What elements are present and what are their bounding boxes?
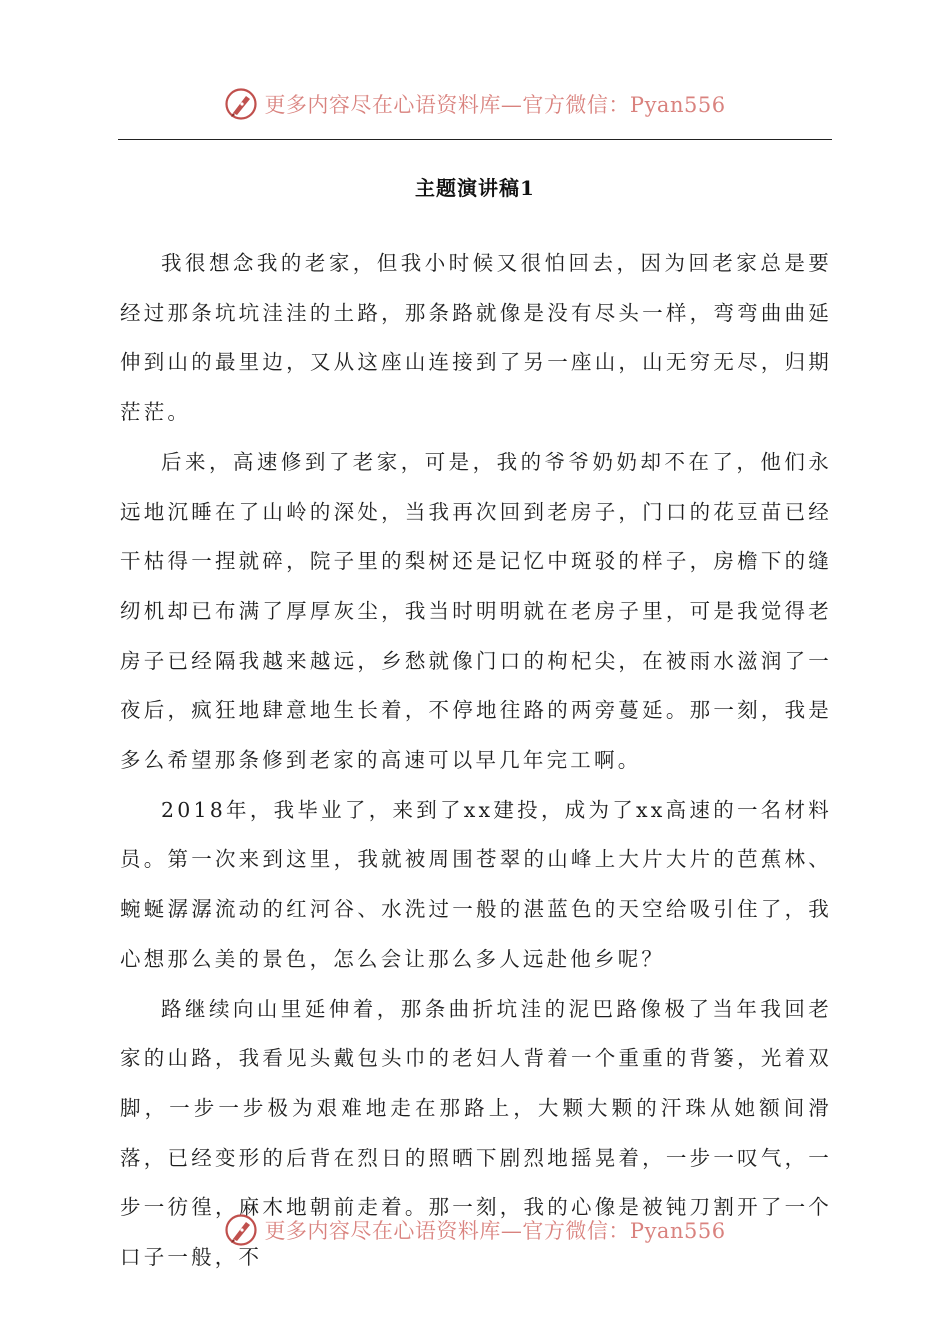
header-divider [118, 139, 832, 140]
document-body [120, 239, 832, 1283]
footer-banner-text: 更多内容尽在心语资料库—官方微信：Pyan556 [264, 1219, 726, 1243]
pen-nib-logo-icon [224, 87, 258, 121]
paragraph-1: 我很想念我的老家，但我小时候又很怕回去，因为回老家总是要经过那条坑坑洼洼的土路，那条路就像是没有尽头一样，弯弯曲曲延伸到山的最里边，又从这座山连接到了另一座山，山无穷无尽，归期茫茫。 [120, 251, 832, 425]
footer-banner [0, 1208, 950, 1252]
paragraph-2: 后来，高速修到了老家，可是，我的爷爷奶奶却不在了，他们永远地沉睡在了山岭的深处，当我再次回到老房子，门口的花豆苗已经干枯得一捏就碎，院子里的梨树还是记忆中斑驳的样子，房檐下的缝纫机却已布满了厚厚灰尘，我当时明明就在老房子里，可是我觉得老房子已经隔我越来越远，乡愁就像门口的枸杞尖，在被雨水滋润了一夜后，疯狂地肆意地生长着，不停地往路的两旁蔓延。那一刻，我是多么希望那条修到老家的高速可以早几年完工啊。 [120, 449, 832, 773]
paragraph-4: 路继续向山里延伸着，那条曲折坑洼的泥巴路像极了当年我回老家的山路，我看见头戴包头巾的老妇人背着一个重重的背篓，光着双脚，一步一步极为艰难地走在那路上，大颗大颗的汗珠从她额间滑落，已经变形的后背在烈日的照晒下剧烈地摇晃着，一步一叹气，一步一彷徨，麻木地朝前走着。那一刻，我的心像是被钝刀割开了一个口子一般，不 [120, 996, 832, 1270]
paragraph-3: 2018年，我毕业了，来到了xx建投，成为了xx高速的一名材料员。第一次来到这里，我就被周围苍翠的山峰上大片大片的芭蕉林、蜿蜒潺潺流动的红河谷、水洗过一般的湛蓝色的天空给吸引住了，我心想那么美的景色，怎么会让那么多人远赴他乡呢？ [120, 797, 832, 971]
document-title: 主题演讲稿1 [415, 176, 535, 200]
pen-nib-logo-icon [224, 1213, 258, 1247]
header-banner [0, 82, 950, 126]
header-banner-text: 更多内容尽在心语资料库—官方微信：Pyan556 [264, 93, 726, 117]
